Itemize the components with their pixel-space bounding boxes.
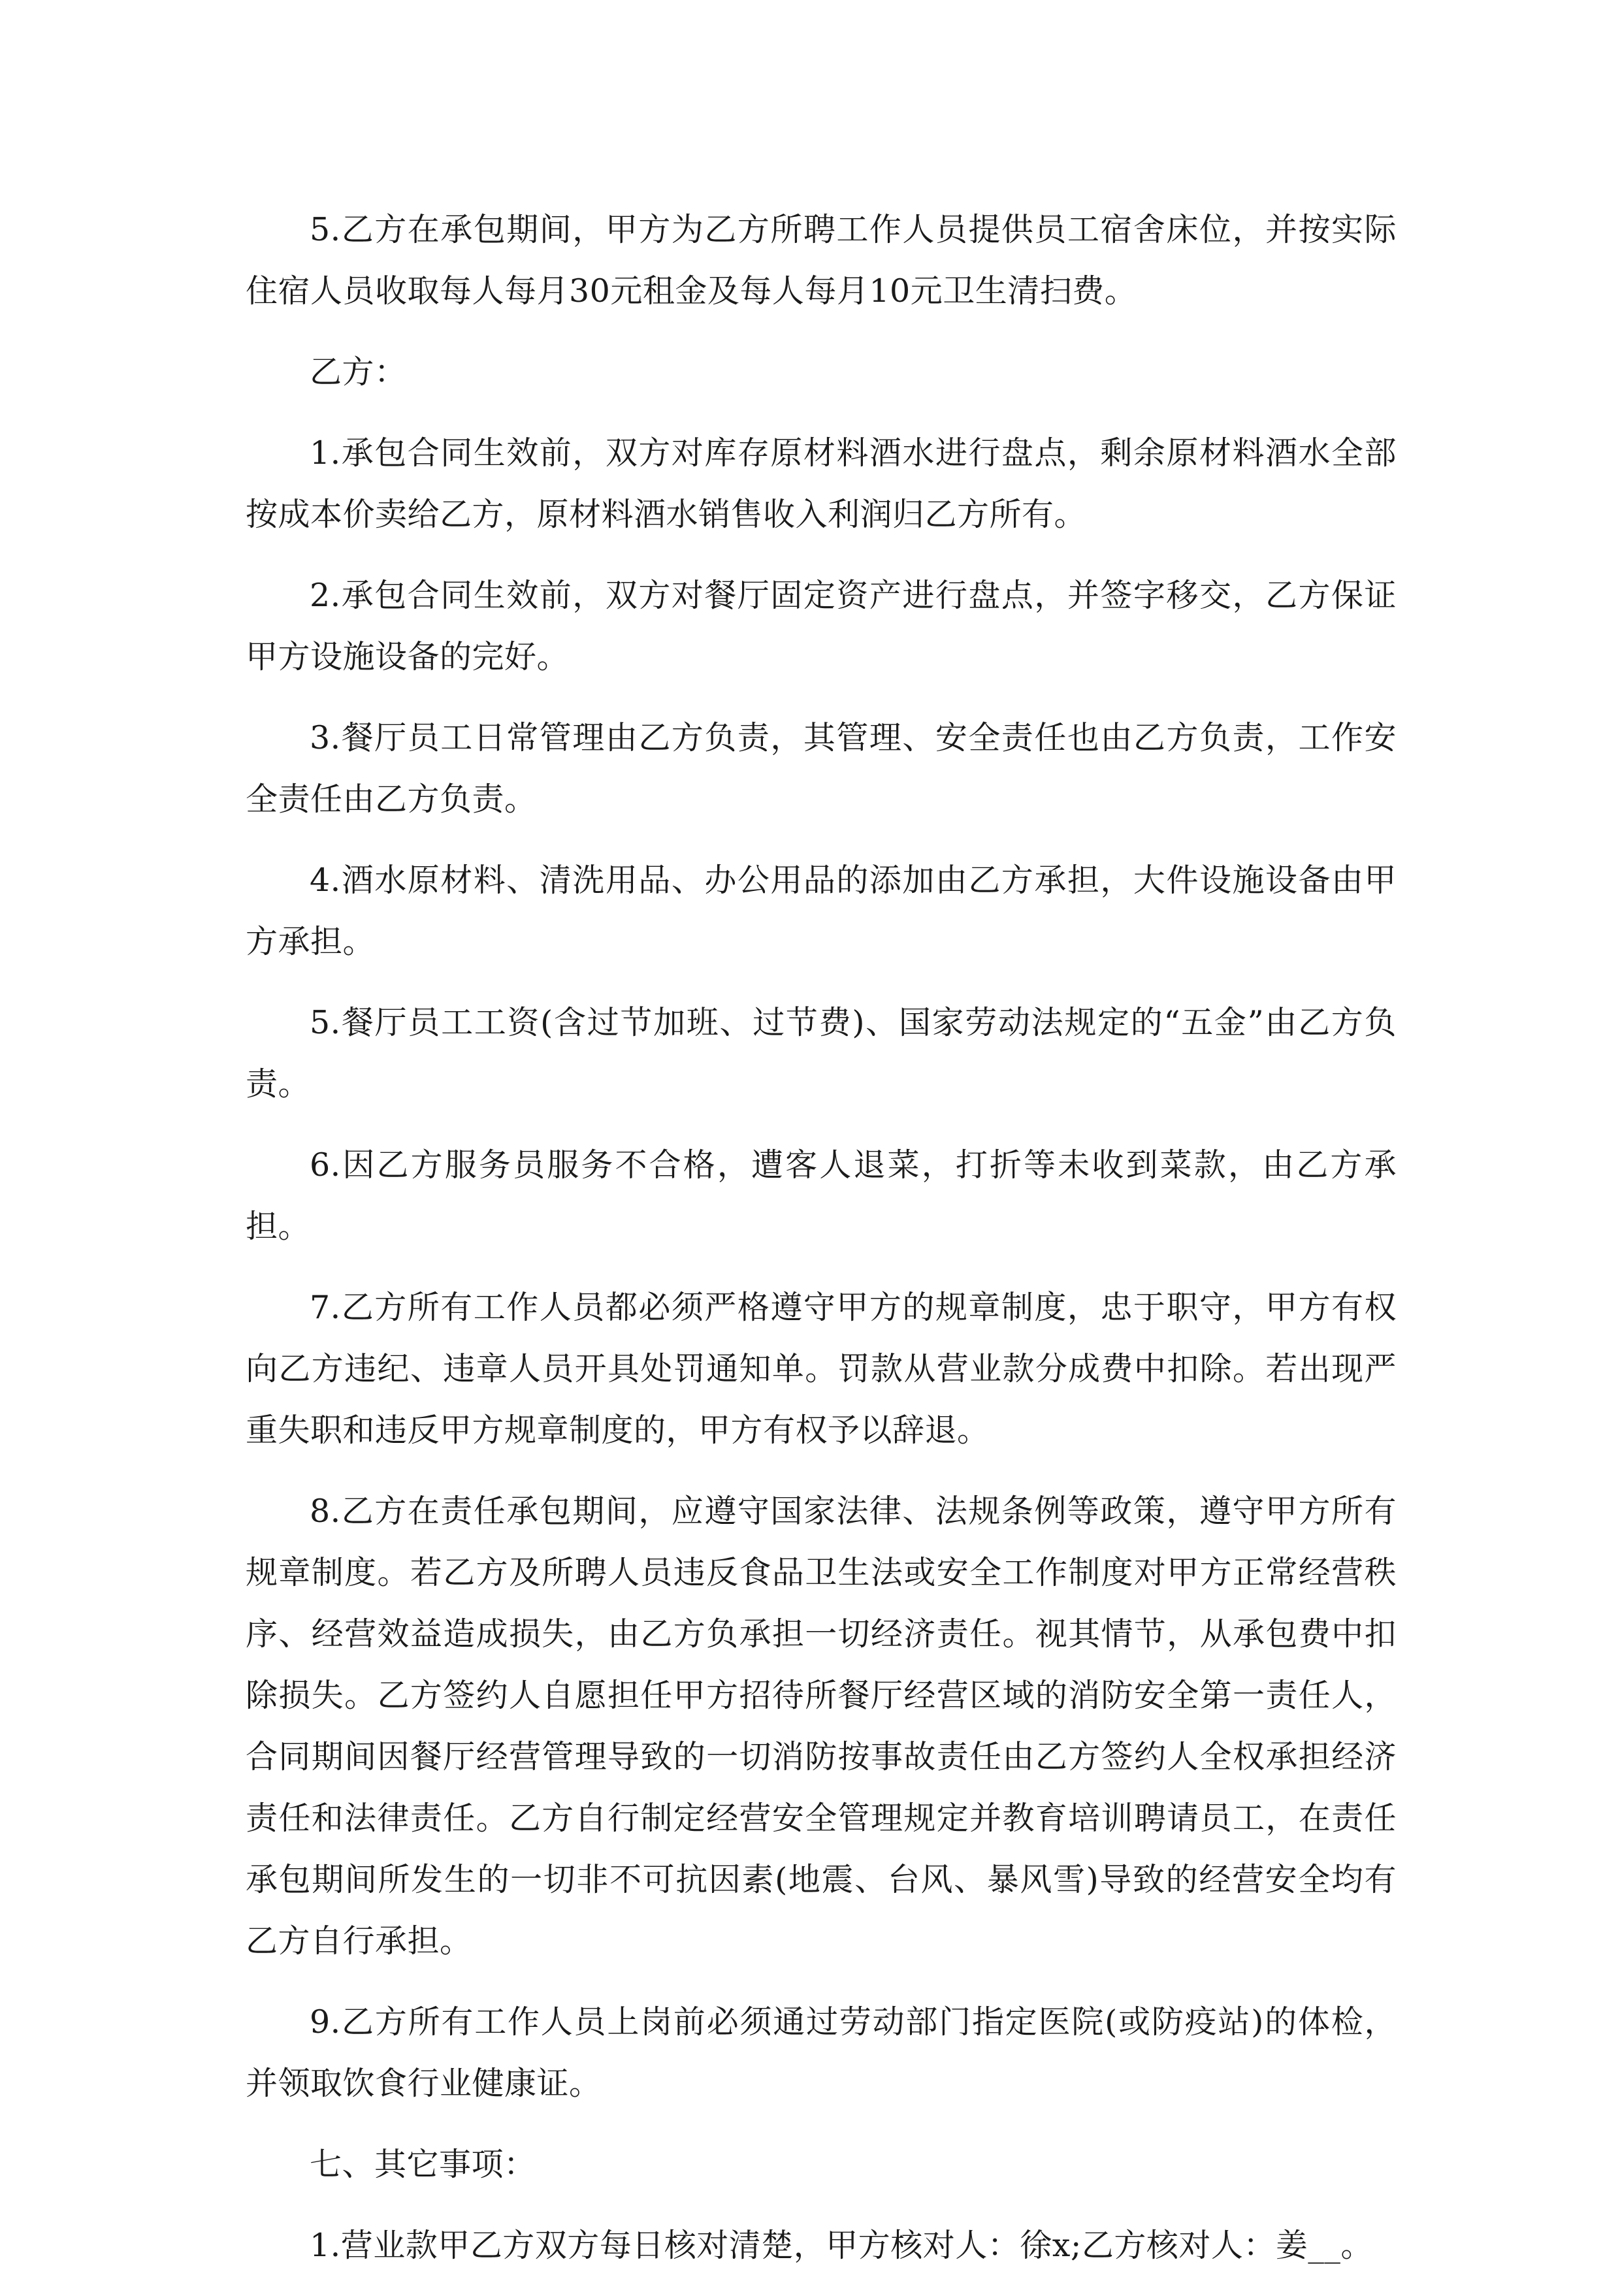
clause-yi-5: 5.餐厅员工工资(含过节加班、过节费)、国家劳动法规定的“五金”由乙方负责。 [246, 1004, 1397, 1103]
section-heading-other-matters: 七、其它事项： [310, 2146, 536, 2183]
section-heading-yifang: 乙方： [310, 353, 407, 391]
document-body [246, 199, 1397, 2296]
clause-yi-7: 7.乙方所有工作人员都必须严格遵守甲方的规章制度，忠于职守，甲方有权向乙方违纪、违章人员开具处罚通知单。罚款从营业款分成费中扣除。若出现严重失职和违反甲方规章制度的，甲方有权予以辞退。 [246, 1289, 1397, 1449]
clause-yi-2: 2.承包合同生效前，双方对餐厅固定资产进行盘点，并签字移交，乙方保证甲方设施设备的完好。 [246, 577, 1397, 675]
clause-yi-6: 6.因乙方服务员服务不合格，遭客人退菜，打折等未收到菜款，由乙方承担。 [246, 1146, 1397, 1245]
clause-other-1: 1.营业款甲乙方双方每日核对清楚，甲方核对人：徐x;乙方核对人：姜__。 [310, 2227, 1373, 2264]
clause-yi-4: 4.酒水原材料、清洗用品、办公用品的添加由乙方承担，大件设施设备由甲方承担。 [246, 862, 1397, 960]
clause-jia-5: 5.乙方在承包期间，甲方为乙方所聘工作人员提供员工宿舍床位，并按实际住宿人员收取每人每月30元租金及每人每月10元卫生清扫费。 [246, 211, 1397, 310]
clause-yi-8: 8.乙方在责任承包期间，应遵守国家法律、法规条例等政策，遵守甲方所有规章制度。若乙方及所聘人员违反食品卫生法或安全工作制度对甲方正常经营秩序、经营效益造成损失，由乙方负承担一切经济责任。视其情节，从承包费中扣除损失。乙方签约人自愿担任甲方招待所餐厅经营区域的消防安全第一责任人，合同期间因餐厅经营管理导致的一切消防按事故责任由乙方签约人全权承担经济责任和法律责任。乙方自行制定经营安全管理规定并教育培训聘请员工，在责任承包期间所发生的一切非不可抗因素(地震、台风、暴风雪)导致的经营安全均有乙方自行承担。 [246, 1493, 1397, 1960]
clause-yi-1: 1.承包合同生效前，双方对库存原材料酒水进行盘点，剩余原材料酒水全部按成本价卖给乙方，原材料酒水销售收入利润归乙方所有。 [246, 434, 1397, 533]
clause-yi-9: 9.乙方所有工作人员上岗前必须通过劳动部门指定医院(或防疫站)的体检，并领取饮食行业健康证。 [246, 2003, 1397, 2102]
clause-yi-3: 3.餐厅员工日常管理由乙方负责，其管理、安全责任也由乙方负责，工作安全责任由乙方负责。 [246, 719, 1397, 818]
